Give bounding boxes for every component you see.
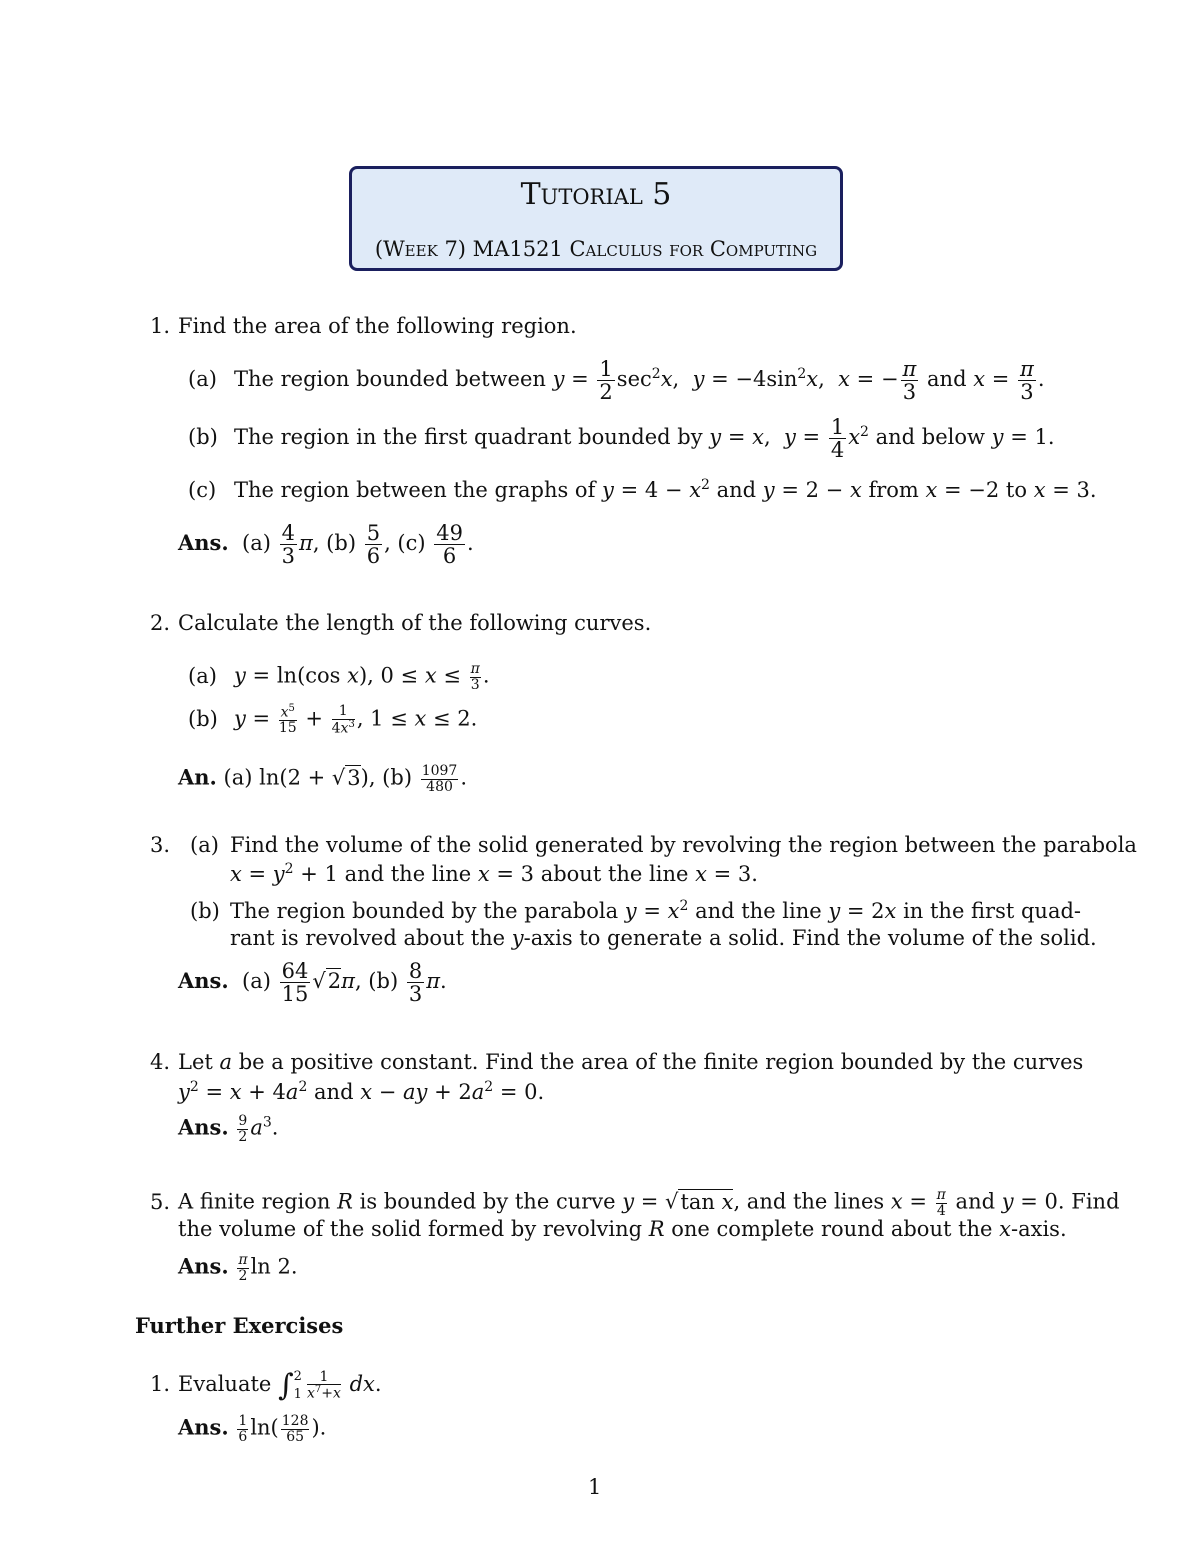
- q2-part-b: (b) y = $\frac{x^5}{15}$ + $\frac{1}{4x^3}$ , 1 ≤ x ≤ 2.: [188, 703, 478, 737]
- q3-part-a: 3. (a) Find the volume of the solid generated by revolving the region between the parabola: [150, 833, 1137, 857]
- further-q1: 1. Evaluate ∫ 2 1 $\frac{1}{x^7+x}$ dx.: [150, 1368, 382, 1404]
- q2-answer: An. (a) ln(2 + √3), (b) $\frac{1097}{480}$ .: [178, 763, 468, 795]
- title-box: [349, 166, 843, 271]
- q1-part-c: (c) The region between the graphs of $y = 4 - x^2$ and y = 2 − x from x = −2 to x = 3.: [188, 477, 1097, 502]
- q3-part-b-cont: rant is revolved about the y-axis to generate a solid. Find the volume of the solid.: [230, 926, 1097, 950]
- q1-part-b: (b) The region in the first quadrant bounded by y = x, y = $\frac{1}{4}$ $x^2$ and below y = 1.: [188, 415, 1055, 463]
- page-number: 1: [588, 1475, 602, 1499]
- q2-stem: 2. Calculate the length of the following curves.: [150, 611, 652, 635]
- page-subtitle: (Week 7) MA1521 Calculus for Computing: [374, 237, 818, 261]
- q4-stem-cont: $y^2 = x + 4a^2$ and x − ay + $2a^2 = 0$.: [178, 1079, 545, 1104]
- q3-answer: Ans. (a) $\frac{64}{15}$ √2π, (b) $\frac{8}{3}$ π.: [178, 959, 447, 1007]
- q3-part-a-cont: $x = y^2 + 1$ and the line x = 3 about the line x = 3.: [230, 861, 758, 886]
- q1-answer: Ans. (a) $\frac{4}{3}$ π, (b) $\frac{5}{6}$ , (c) $\frac{49}{6}$ .: [178, 521, 474, 569]
- q4-stem: 4. Let a be a positive constant. Find the area of the finite region bounded by the curves: [150, 1050, 1084, 1074]
- further-exercises-heading: Further Exercises: [135, 1313, 344, 1338]
- q1-part-a: (a) The region bounded between y = $\frac{1}{2}$ $\sec^2x$, $y = -4\sin^2x$, x = − $\frac{\pi}{3}$ and x = $\frac{\pi}{3}$ .: [188, 357, 1045, 405]
- q5-answer: Ans. $\frac{\pi}{2}$ ln 2.: [178, 1252, 298, 1284]
- q3-part-b: (b) The region bounded by the parabola $y = x^2$ and the line y = 2x in the first quad-: [190, 898, 1082, 923]
- q2-part-a: (a) y = ln(cos x), 0 ≤ x ≤ $\frac{\pi}{3}$ .: [188, 661, 490, 693]
- q4-answer: Ans. $\frac{9}{2}$ $a^3$.: [178, 1113, 279, 1145]
- q5-stem: 5. A finite region R is bounded by the curve y = √tan x, and the lines x = $\frac{\pi}{4}$ and y = 0. Find: [150, 1187, 1120, 1219]
- q1-stem: 1. Find the area of the following region.: [150, 314, 577, 338]
- q5-stem-cont: the volume of the solid formed by revolving R one complete round about the x-axis.: [178, 1217, 1067, 1241]
- page-title: Tutorial 5: [520, 177, 672, 212]
- further-q1-answer: Ans. $\frac{1}{6}$ ln( $\frac{128}{65}$ ).: [178, 1413, 327, 1445]
